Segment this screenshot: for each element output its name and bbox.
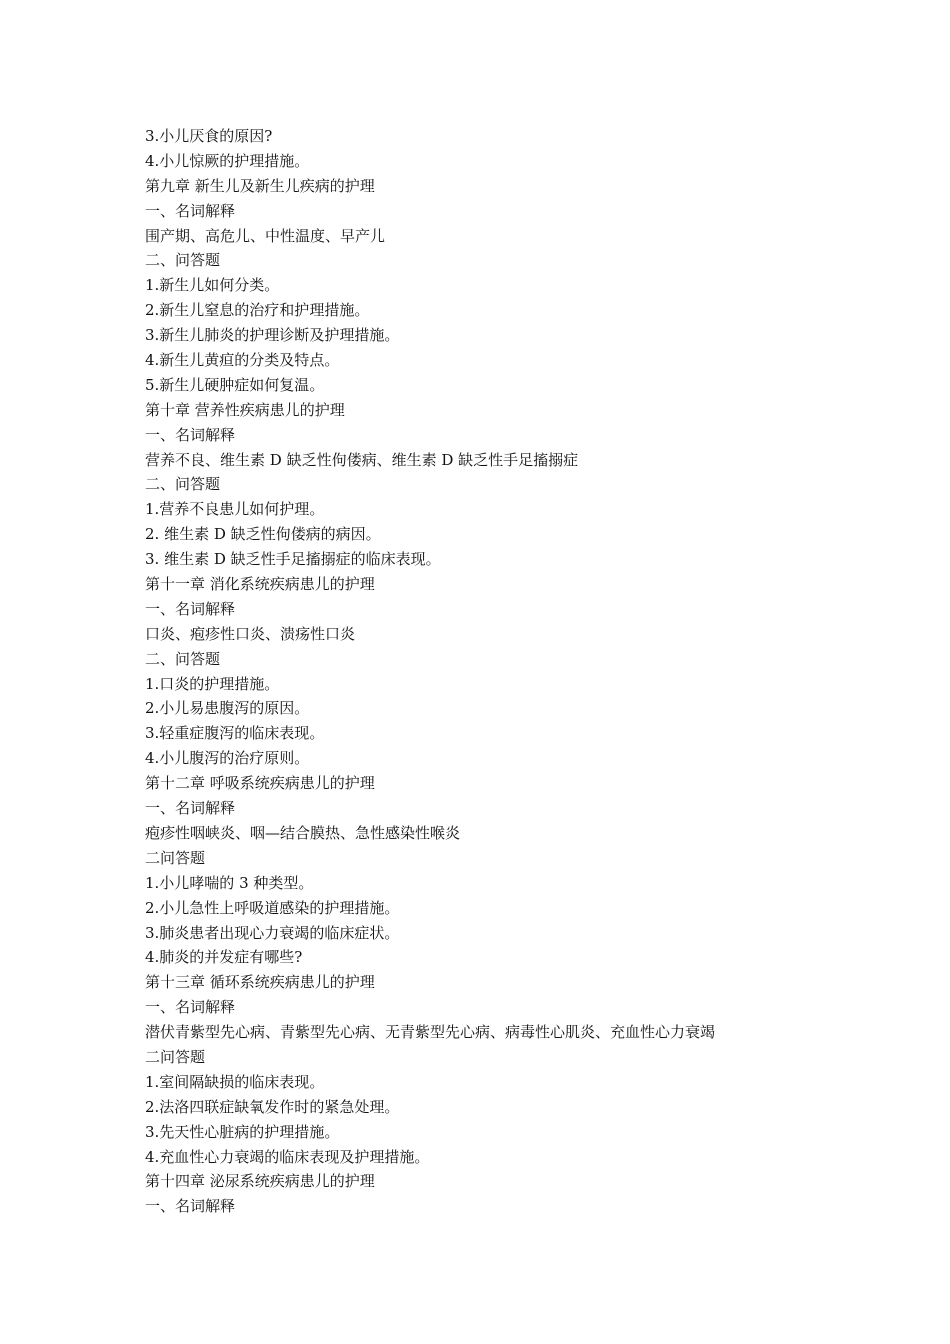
term-list: 围产期、高危儿、中性温度、早产儿 xyxy=(145,226,386,245)
term-list: 疱疹性咽峡炎、咽—结合膜热、急性感染性喉炎 xyxy=(145,823,461,842)
question-line: 1.新生儿如何分类。 xyxy=(145,276,280,295)
question-line: 4.充血性心力衰竭的临床表现及护理措施。 xyxy=(145,1147,430,1166)
question-line: 2. 维生素 D 缺乏性佝偻病的病因。 xyxy=(145,525,381,544)
question-line: 2.小儿易患腹泻的原因。 xyxy=(145,699,310,718)
chapter-heading: 第十二章 呼吸系统疾病患儿的护理 xyxy=(145,774,375,793)
question-line: 4.小儿腹泻的治疗原则。 xyxy=(145,749,310,768)
section-heading: 一、名词解释 xyxy=(145,1197,236,1216)
question-line: 2.小儿急性上呼吸道感染的护理措施。 xyxy=(145,898,400,917)
chapter-heading: 第十一章 消化系统疾病患儿的护理 xyxy=(145,575,375,594)
question-line: 2.新生儿窒息的治疗和护理措施。 xyxy=(145,301,370,320)
question-line: 2.法洛四联症缺氧发作时的紧急处理。 xyxy=(145,1097,400,1116)
term-list: 营养不良、维生素 D 缺乏性佝偻病、维生素 D 缺乏性手足搐搦症 xyxy=(145,450,579,469)
section-heading: 一、名词解释 xyxy=(145,998,236,1017)
question-line: 5.新生儿硬肿症如何复温。 xyxy=(145,375,325,394)
section-heading: 二、问答题 xyxy=(145,251,221,270)
term-list: 潜伏青紫型先心病、青紫型先心病、无青紫型先心病、病毒性心肌炎、充血性心力衰竭 xyxy=(145,1023,716,1042)
question-line: 4.小儿惊厥的护理措施。 xyxy=(145,151,310,170)
section-heading: 二问答题 xyxy=(145,1047,206,1066)
section-heading: 一、名词解释 xyxy=(145,201,236,220)
chapter-heading: 第九章 新生儿及新生儿疾病的护理 xyxy=(145,176,375,195)
section-heading: 一、名词解释 xyxy=(145,599,236,618)
chapter-heading: 第十三章 循环系统疾病患儿的护理 xyxy=(145,973,375,992)
question-line: 1.营养不良患儿如何护理。 xyxy=(145,500,325,519)
term-list: 口炎、疱疹性口炎、溃疡性口炎 xyxy=(145,624,356,643)
question-line: 3.小儿厌食的原因? xyxy=(145,127,273,145)
section-heading: 一、名词解释 xyxy=(145,799,236,818)
question-line: 3.先天性心脏病的护理措施。 xyxy=(145,1122,340,1141)
question-line: 3. 维生素 D 缺乏性手足搐搦症的临床表现。 xyxy=(145,550,441,569)
question-line: 3.轻重症腹泻的临床表现。 xyxy=(145,724,325,743)
section-heading: 一、名词解释 xyxy=(145,425,236,444)
chapter-heading: 第十四章 泌尿系统疾病患儿的护理 xyxy=(145,1172,375,1191)
section-heading: 二、问答题 xyxy=(145,475,221,494)
question-line: 4.新生儿黄疸的分类及特点。 xyxy=(145,351,340,370)
question-line: 4.肺炎的并发症有哪些? xyxy=(145,948,303,967)
question-line: 1.口炎的护理措施。 xyxy=(145,674,280,693)
question-line: 1.小儿哮喘的 3 种类型。 xyxy=(145,873,314,892)
question-line: 3.肺炎患者出现心力衰竭的临床症状。 xyxy=(145,923,400,942)
document-text xyxy=(145,124,905,1219)
section-heading: 二问答题 xyxy=(145,848,206,867)
chapter-heading: 第十章 营养性疾病患儿的护理 xyxy=(145,400,345,419)
section-heading: 二、问答题 xyxy=(145,649,221,668)
question-line: 1.室间隔缺损的临床表现。 xyxy=(145,1072,325,1091)
question-line: 3.新生儿肺炎的护理诊断及护理措施。 xyxy=(145,326,400,345)
